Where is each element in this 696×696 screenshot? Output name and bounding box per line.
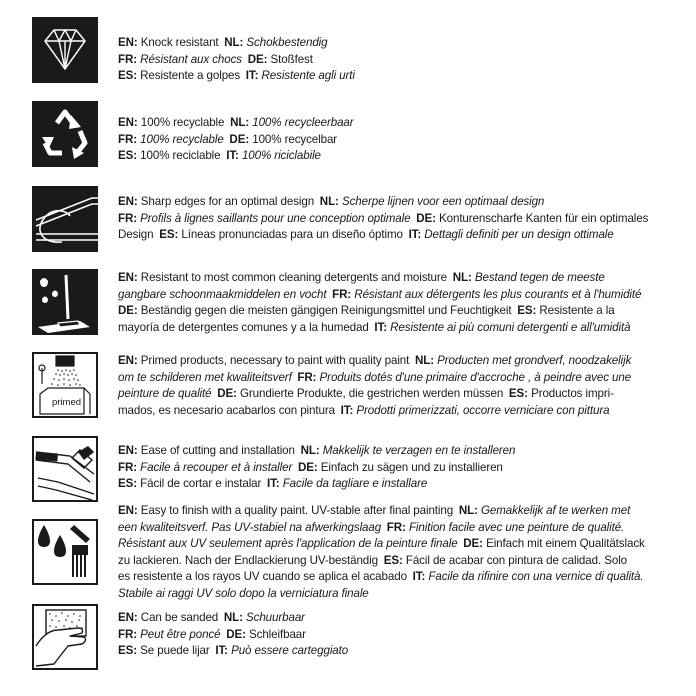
text-line [118,287,678,304]
language-code: IT: [374,320,388,334]
language-code: DE: [217,387,237,400]
translation-text: Design [118,228,154,241]
translation-text: Productos impri- [531,387,614,400]
sharp-edges-icon [32,186,98,252]
text-line [118,403,678,420]
language-code: ES: [118,69,138,82]
translation-text: Sharp edges for an optimal design [140,195,315,208]
translation-text: Schleifbaar [249,627,306,641]
translation-text: Facile à recouper et à installer [140,460,293,474]
language-code: EN: [118,611,138,624]
feature-text [118,35,678,85]
language-code: DE: [297,460,318,474]
translation-text: Scherpe lijnen voor een optimaal design [341,195,545,208]
translation-text: Fácil de acabar con pintura de calidad. Solo [405,553,628,567]
translation-text: Primed products, necessary to paint with quality paint [140,354,410,367]
sanding-hand-icon [32,604,98,670]
translation-text: Dettagli definiti per un design ottimale [424,228,614,241]
translation-text: Stabile ai raggi UV solo dopo la verniciatura finale [118,586,369,600]
language-code: IT: [266,477,280,490]
translation-text: Stoßfest [270,52,313,66]
language-code: EN: [118,444,138,457]
translation-text: Profils à lignes saillants pour une conception optimale [140,211,411,225]
language-code: NL: [223,611,243,624]
translation-text: om te schilderen met kwaliteitsverf [118,370,292,384]
primed-label: primed [52,397,82,408]
language-code: NL: [224,36,244,49]
language-code: IT: [340,403,354,417]
text-line [118,148,678,165]
translation-text: Ease of cutting and installation [140,444,295,457]
text-line [118,211,678,228]
feature-text [118,270,678,336]
translation-text: mados, es necesario acabarlos con pintura [118,403,335,417]
text-line [118,227,678,244]
translation-text: Schokbestendig [246,36,328,49]
translation-text: Fácil de cortar e instalar [140,477,262,490]
text-line [118,536,678,553]
language-code: IT: [226,149,239,162]
translation-text: Einfach mit einem Qualitätslack [486,537,645,550]
language-code: FR: [386,520,406,534]
language-code: FR: [332,287,352,301]
language-code: EN: [118,116,138,129]
text-line [118,586,678,603]
translation-text: zu lackieren. Nach der Endlackierung UV-beständig [118,553,378,567]
translation-text: Se puede lijar [140,644,210,657]
cleaning-mop-icon [32,269,98,335]
text-line [118,569,678,586]
language-code: EN: [118,36,138,49]
text-line [118,194,678,211]
language-code: EN: [118,354,138,367]
language-code: IT: [215,644,228,657]
text-line [118,35,678,52]
language-code: FR: [297,370,317,384]
feature-text [118,194,678,244]
translation-text: Konturenscharfe Kanten für ein optimales [438,211,649,225]
text-line [118,503,678,520]
text-line [118,353,678,370]
translation-text: een kwaliteitsverf. Pas UV-stabiel na afwerkingslaag [118,520,382,534]
language-code: NL: [414,354,434,367]
translation-text: Resistente agli urti [261,69,355,82]
language-code: NL: [319,195,339,208]
translation-text: Facile da tagliare e installare [282,477,428,490]
translation-text: Producten met grondverf, noodzakelijk [437,354,632,367]
translation-text: Resistente a golpes [140,69,241,82]
translation-text: Einfach zu sägen und zu installieren [320,460,503,474]
language-code: FR: [118,460,138,474]
language-code: ES: [118,644,138,657]
language-code: IT: [245,69,259,82]
language-code: NL: [230,116,250,129]
language-code: EN: [118,504,138,517]
text-line [118,52,678,69]
translation-text: Gemakkelijk af te werken met [480,504,631,517]
text-line [118,610,678,627]
text-line [118,270,678,287]
translation-text: mayoría de detergentes comunes y a la humedad [118,320,369,334]
translation-text: 100% recycleerbaar [252,116,354,129]
language-code: DE: [247,52,268,66]
language-code: DE: [416,211,436,225]
feature-text [118,503,678,602]
language-code: DE: [226,627,246,641]
text-line [118,553,678,570]
feature-text [118,610,678,660]
text-line [118,68,678,85]
text-line [118,303,678,320]
language-code: ES: [118,149,138,162]
recycle-icon [32,101,98,167]
translation-text: Knock resistant [140,36,219,49]
language-code: ES: [118,477,138,490]
translation-text: Résistant aux chocs [140,52,242,66]
feature-text [118,115,678,165]
cutting-knife-icon [32,436,98,502]
language-code: ES: [159,228,179,241]
primed-spray-icon [32,352,98,418]
text-line [118,320,678,337]
text-line [118,460,678,477]
language-code: ES: [517,304,537,317]
language-code: NL: [300,444,320,457]
language-code: ES: [383,553,403,567]
translation-text: 100% recyclable [140,132,224,146]
language-code: FR: [118,52,138,66]
translation-text: Easy to finish with a quality paint. UV-stable after final painting [140,504,454,517]
language-code: FR: [118,211,138,225]
translation-text: Resistente a la [539,304,615,317]
language-code: DE: [118,304,138,317]
translation-text: peinture de qualité [118,387,212,400]
language-code: IT: [412,570,426,583]
translation-text: Grundierte Produkte, die gestrichen werden müssen [240,387,504,400]
language-code: ES: [508,387,528,400]
translation-text: Peut être poncé [140,627,221,641]
paint-brush-drops-icon [32,519,98,585]
translation-text: Schuurbaar [245,611,305,624]
translation-text: 100% riciclabile [241,149,321,162]
feature-text [118,443,678,493]
translation-text: Finition facile avec une peinture de qualité. [408,520,625,534]
text-line [118,627,678,644]
language-code: FR: [118,627,138,641]
text-line [118,643,678,660]
translation-text: 100% recycelbar [252,132,338,146]
translation-text: Può essere carteggiato [231,644,349,657]
language-code: NL: [452,271,472,284]
language-code: NL: [458,504,478,517]
translation-text: Prodotti primerizzati, occorre verniciare con pittura [356,403,610,417]
translation-text: Can be sanded [140,611,219,624]
translation-text: Líneas pronunciadas para un diseño óptimo [181,228,403,241]
text-line [118,115,678,132]
diamond-icon [32,17,98,83]
translation-text: Beständig gegen die meisten gängigen Reinigungsmittel und Feuchtigkeit [140,304,512,317]
language-code: EN: [118,271,138,284]
text-line [118,476,678,493]
translation-text: es resistente a los rayos UV cuando se aplica el acabado [118,570,407,583]
feature-text [118,353,678,419]
translation-text: Bestand tegen de meeste [474,271,605,284]
translation-text: Résistant aux UV seulement après l'application de la peinture finale [118,537,458,550]
translation-text: gangbare schoonmaakmiddelen en vocht [118,287,327,301]
language-code: DE: [463,537,483,550]
language-code: EN: [118,195,138,208]
text-line [118,370,678,387]
translation-text: Résistant aux détergents les plus courants et à l'humidité [354,287,642,301]
language-code: FR: [118,132,138,146]
text-line [118,132,678,149]
translation-text: Produits dotés d'une primaire d'accroche , à peindre avec une [319,370,632,384]
text-line [118,443,678,460]
translation-text: Resistente ai più comuni detergenti e all'umidità [390,320,631,334]
translation-text: Makkelijk te verzagen en te installeren [322,444,516,457]
text-line [118,386,678,403]
translation-text: Facile da rifinire con una vernice di qualità. [428,570,644,583]
text-line [118,520,678,537]
translation-text: Resistant to most common cleaning detergents and moisture [140,271,447,284]
translation-text: 100% reciclable [140,149,221,162]
translation-text: 100% recyclable [140,116,225,129]
language-code: IT: [408,228,422,241]
language-code: DE: [229,132,250,146]
